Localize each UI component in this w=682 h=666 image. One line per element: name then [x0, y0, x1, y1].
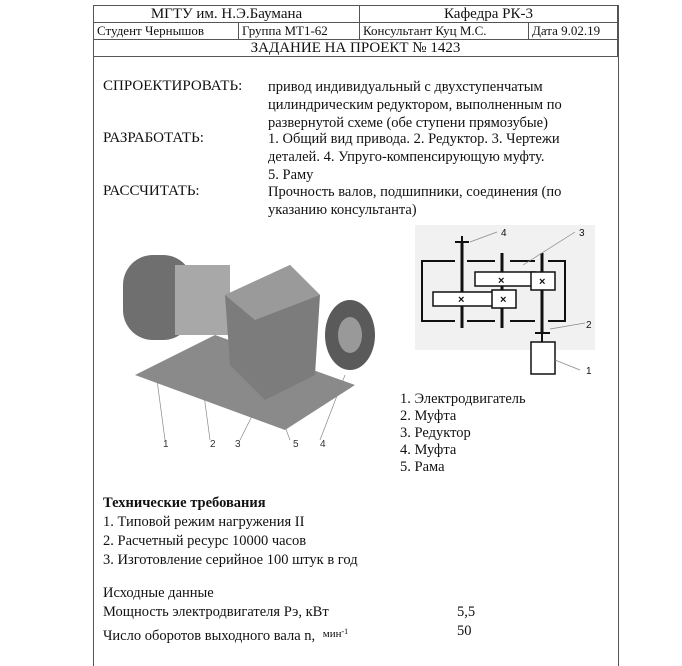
header-table — [93, 5, 618, 57]
callout-3: 3 — [235, 439, 241, 450]
requirement-item: 2. Расчетный ресурс 10000 часов — [103, 533, 307, 549]
callout-2: 2 — [210, 439, 216, 450]
calculate-text — [268, 183, 561, 219]
input-row-power — [103, 603, 483, 622]
develop-text — [268, 130, 560, 184]
input-data-title: Исходные данные — [103, 585, 214, 601]
power-label: Мощность электродвигателя Рэ, кВт — [103, 604, 329, 620]
date: Дата 9.02.19 — [529, 23, 618, 40]
line: деталей. 4. Упруго-компенсирующую муфту. — [268, 149, 545, 165]
kinematic-scheme — [400, 220, 600, 390]
scheme-callout-1: 1 — [586, 366, 592, 377]
power-value: 5,5 — [457, 604, 476, 620]
legend-item: 4. Муфта — [400, 442, 457, 458]
design-text — [268, 78, 562, 132]
callout-1: 1 — [163, 439, 169, 450]
legend — [400, 391, 526, 476]
group: Группа МТ1-62 — [239, 23, 360, 40]
requirement-item: 3. Изготовление серийное 100 штук в год — [103, 552, 358, 568]
project-title: ЗАДАНИЕ НА ПРОЕКТ № 1423 — [94, 40, 618, 57]
line: указанию консультанта) — [268, 202, 417, 218]
speed-label: Число оборотов выходного вала n, — [103, 627, 316, 644]
speed-value: 50 — [457, 623, 472, 639]
svg-text:×: × — [498, 275, 505, 287]
label-design: СПРОЕКТИРОВАТЬ: — [103, 78, 243, 94]
svg-text:×: × — [539, 276, 546, 288]
input-row-speed — [103, 622, 483, 646]
legend-item: 5. Рама — [400, 459, 445, 475]
scheme-callout-2: 2 — [586, 320, 592, 331]
svg-text:×: × — [500, 294, 507, 306]
line: 1. Общий вид привода. 2. Редуктор. 3. Чертежи — [268, 131, 560, 147]
speed-unit-exponent: -1 — [341, 627, 349, 636]
department: Кафедра РК-3 — [360, 6, 618, 23]
speed-unit: мин — [322, 627, 342, 640]
requirements — [103, 494, 358, 570]
student: Студент Чернышов — [94, 23, 239, 40]
callout-4: 4 — [320, 439, 326, 450]
line: привод индивидуальный с двухступенчатым — [268, 79, 543, 95]
university: МГТУ им. Н.Э.Баумана — [94, 6, 360, 23]
line: 5. Раму — [268, 167, 314, 183]
scheme-callout-4: 4 — [501, 228, 507, 239]
drive-photo — [115, 225, 395, 455]
label-calculate: РАССЧИТАТЬ: — [103, 183, 200, 199]
requirements-title: Технические требования — [103, 495, 266, 511]
consultant: Консультант Куц М.С. — [360, 23, 529, 40]
legend-item: 1. Электродвигатель — [400, 391, 526, 407]
svg-text:×: × — [458, 294, 465, 306]
input-data — [103, 584, 483, 646]
legend-item: 2. Муфта — [400, 408, 457, 424]
requirement-item: 1. Типовой режим нагружения II — [103, 514, 305, 530]
scheme-callout-3: 3 — [579, 228, 585, 239]
line: развернутой схеме (обе ступени прямозубые) — [268, 115, 548, 131]
label-develop: РАЗРАБОТАТЬ: — [103, 130, 204, 146]
legend-item: 3. Редуктор — [400, 425, 471, 441]
callout-5: 5 — [293, 439, 299, 450]
line: Прочность валов, подшипники, соединения (по — [268, 184, 562, 200]
line: цилиндрическим редуктором, выполненным по — [268, 97, 562, 113]
